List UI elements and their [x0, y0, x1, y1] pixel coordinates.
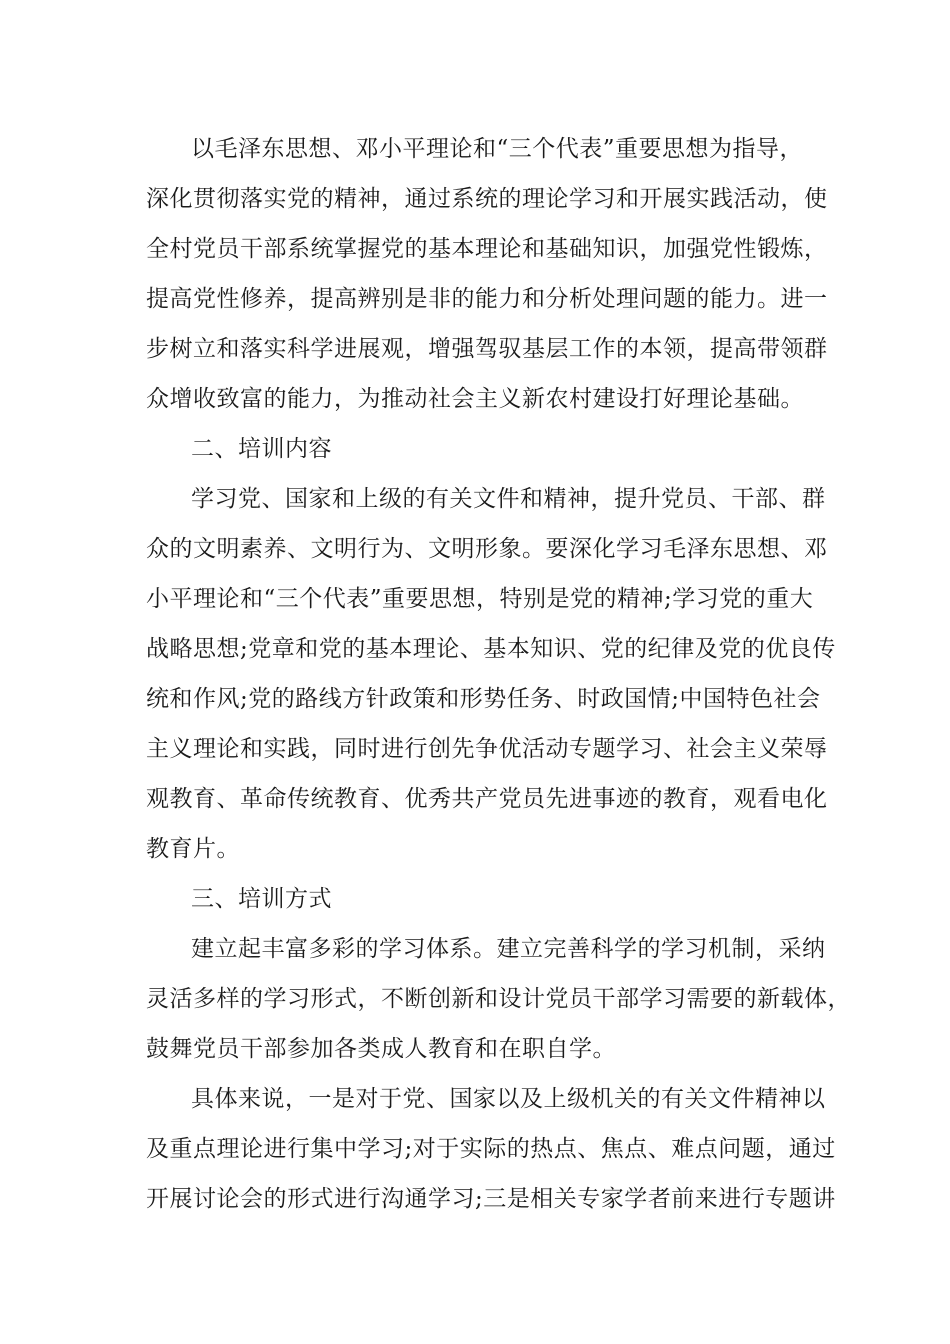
- paragraph-2-line-8: 教育片。: [146, 836, 240, 862]
- section-heading-content: 二、培训内容: [191, 436, 332, 462]
- paragraph-2-line-7: 观教育、革命传统教育、优秀共产党员先进事迹的教育，观看电化: [146, 786, 828, 812]
- section-heading-method: 三、培训方式: [191, 886, 332, 912]
- paragraph-2-line-4: 战略思想;党章和党的基本理论、基本知识、党的纪律及党的优良传: [146, 636, 836, 662]
- paragraph-3-line-2: 灵活多样的学习形式，不断创新和设计党员干部学习需要的新载体，: [146, 986, 851, 1012]
- paragraph-1-line-6: 众增收致富的能力，为推动社会主义新农村建设打好理论基础。: [146, 386, 804, 412]
- paragraph-2-line-3: 小平理论和“三个代表”重要思想，特别是党的精神;学习党的重大: [146, 586, 814, 612]
- paragraph-1-line-2: 深化贯彻落实党的精神，通过系统的理论学习和开展实践活动，使: [146, 186, 828, 212]
- paragraph-4-line-2: 及重点理论进行集中学习;对于实际的热点、焦点、难点问题，通过: [146, 1136, 836, 1162]
- paragraph-1-line-1: 以毛泽东思想、邓小平理论和“三个代表”重要思想为指导，: [191, 136, 804, 162]
- paragraph-1-line-4: 提高党性修养，提高辨别是非的能力和分析处理问题的能力。进一: [146, 286, 828, 312]
- paragraph-3-line-3: 鼓舞党员干部参加各类成人教育和在职自学。: [146, 1036, 616, 1062]
- paragraph-2-line-2: 众的文明素养、文明行为、文明形象。要深化学习毛泽东思想、邓: [146, 536, 828, 562]
- paragraph-4-line-3: 开展讨论会的形式进行沟通学习;三是相关专家学者前来进行专题讲: [146, 1186, 836, 1212]
- paragraph-1-line-5: 步树立和落实科学进展观，增强驾驭基层工作的本领，提高带领群: [146, 336, 828, 362]
- paragraph-1-line-3: 全村党员干部系统掌握党的基本理论和基础知识，加强党性锻炼，: [146, 236, 828, 262]
- paragraph-4-line-1: 具体来说，一是对于党、国家以及上级机关的有关文件精神以: [191, 1086, 826, 1112]
- paragraph-2-line-1: 学习党、国家和上级的有关文件和精神，提升党员、干部、群: [191, 486, 826, 512]
- paragraph-2-line-6: 主义理论和实践，同时进行创先争优活动专题学习、社会主义荣辱: [146, 736, 828, 762]
- paragraph-3-line-1: 建立起丰富多彩的学习体系。建立完善科学的学习机制，采纳: [191, 936, 826, 962]
- paragraph-2-line-5: 统和作风;党的路线方针政策和形势任务、时政国情;中国特色社会: [146, 686, 821, 712]
